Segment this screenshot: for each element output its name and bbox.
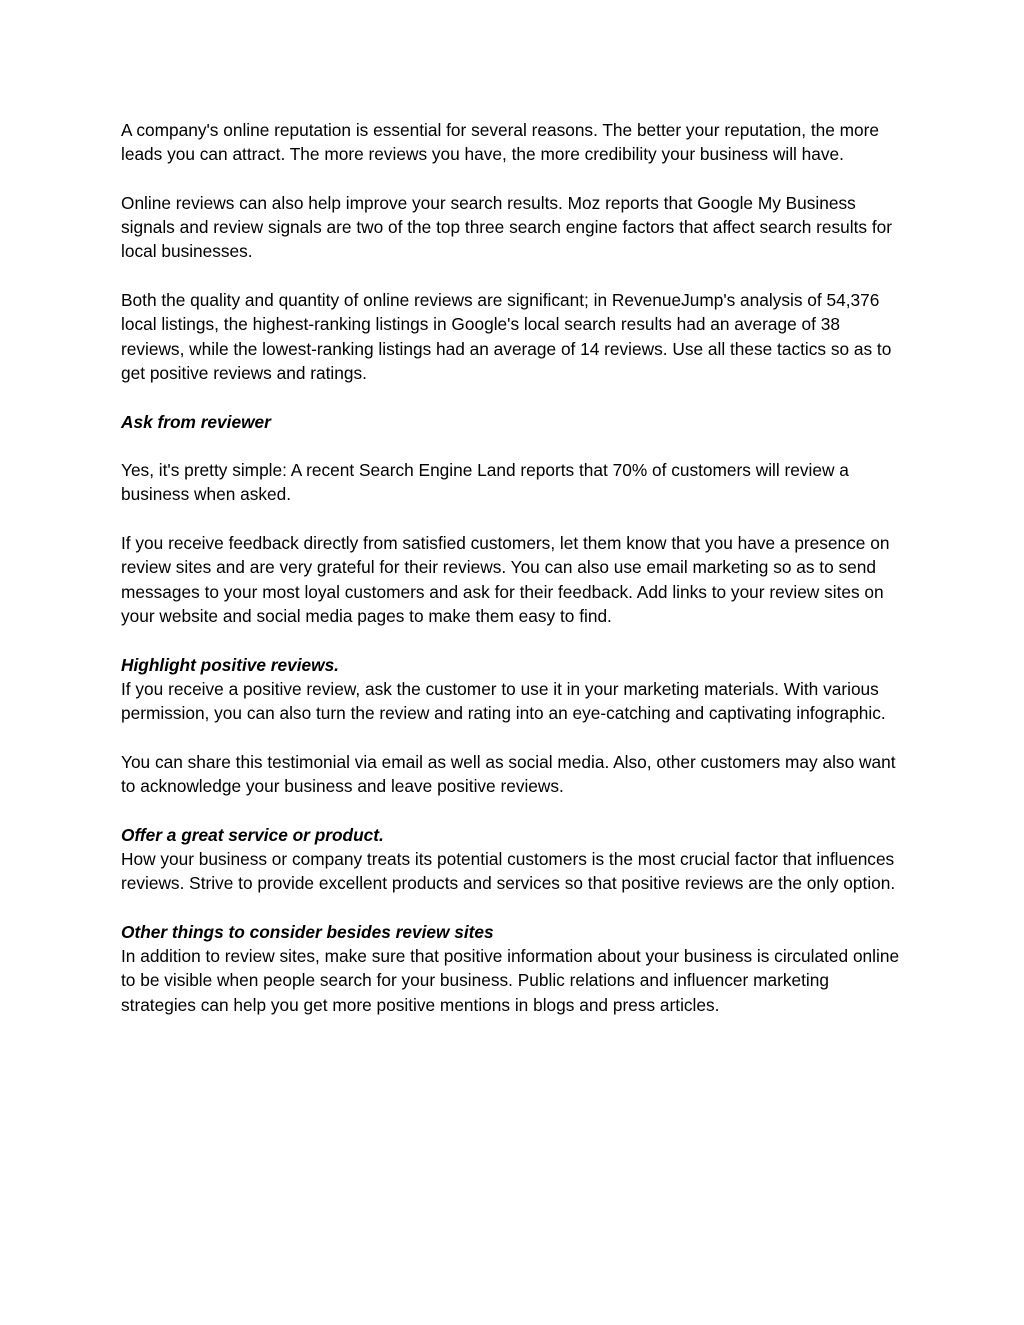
section-paragraph-ask-1: Yes, it's pretty simple: A recent Search Engine Land reports that 70% of customers will review a business when asked. [121, 460, 849, 505]
paragraph-spacer [121, 896, 907, 920]
paragraph-spacer [121, 434, 907, 458]
paragraph-spacer [121, 507, 907, 531]
section-paragraph-highlight-1: If you receive a positive review, ask the customer to use it in your marketing materials. With various permission, you can also turn the review and rating into an eye-catching and captivating infographic. [121, 678, 886, 724]
paragraph-spacer [121, 628, 907, 652]
section-heading-ask-from-reviewer: Ask from reviewer [121, 411, 271, 432]
intro-paragraph-reputation: A company's online reputation is essential for several reasons. The better your reputation, the more leads you can attract. The more reviews you have, the more credibility your business will have. [121, 120, 880, 165]
intro-paragraph-search-results: Online reviews can also help improve your search results. Moz reports that Google My Business signals and review signals are two of the top three search engine factors that affect search results for local businesses. [121, 192, 893, 262]
paragraph-spacer [121, 167, 907, 191]
section-paragraph-other-1: In addition to review sites, make sure that positive information about your business is circulated online to be visible when people search for your business. Public relations and influencer marketing strategies can help you get more positive mentions in blogs and press articles. [121, 946, 900, 1015]
section-heading-highlight-positive-reviews: Highlight positive reviews. [121, 654, 339, 675]
document-body [121, 118, 907, 1017]
paragraph-spacer [121, 385, 907, 409]
paragraph-spacer [121, 798, 907, 822]
paragraph-spacer [121, 264, 907, 288]
section-paragraph-offer-1: How your business or company treats its potential customers is the most crucial factor that influences reviews. Strive to provide excellent products and services so that positive reviews are the only option. [121, 848, 896, 894]
section-paragraph-highlight-2: You can share this testimonial via email as well as social media. Also, other customers may also want to acknowledge your business and leave positive reviews. [121, 751, 896, 797]
intro-paragraph-quality-quantity: Both the quality and quantity of online reviews are significant; in RevenueJump's analysis of 54,376 local listings, the highest-ranking listings in Google's local search results had an average of 38 reviews, while the lowest-ranking listings had an average of 14 reviews. Use all these tactics so as to get positive reviews and ratings. [121, 290, 892, 383]
section-paragraph-ask-2: If you receive feedback directly from satisfied customers, let them know that you have a presence on review sites and are very grateful for their reviews. You can also use email marketing so as to send messages to your most loyal customers and ask for their feedback. Add links to your review sites on your website and social media pages to make them easy to find. [121, 533, 890, 626]
section-heading-offer-great-service: Offer a great service or product. [121, 824, 384, 845]
section-heading-other-things: Other things to consider besides review sites [121, 921, 494, 942]
paragraph-spacer [121, 725, 907, 749]
